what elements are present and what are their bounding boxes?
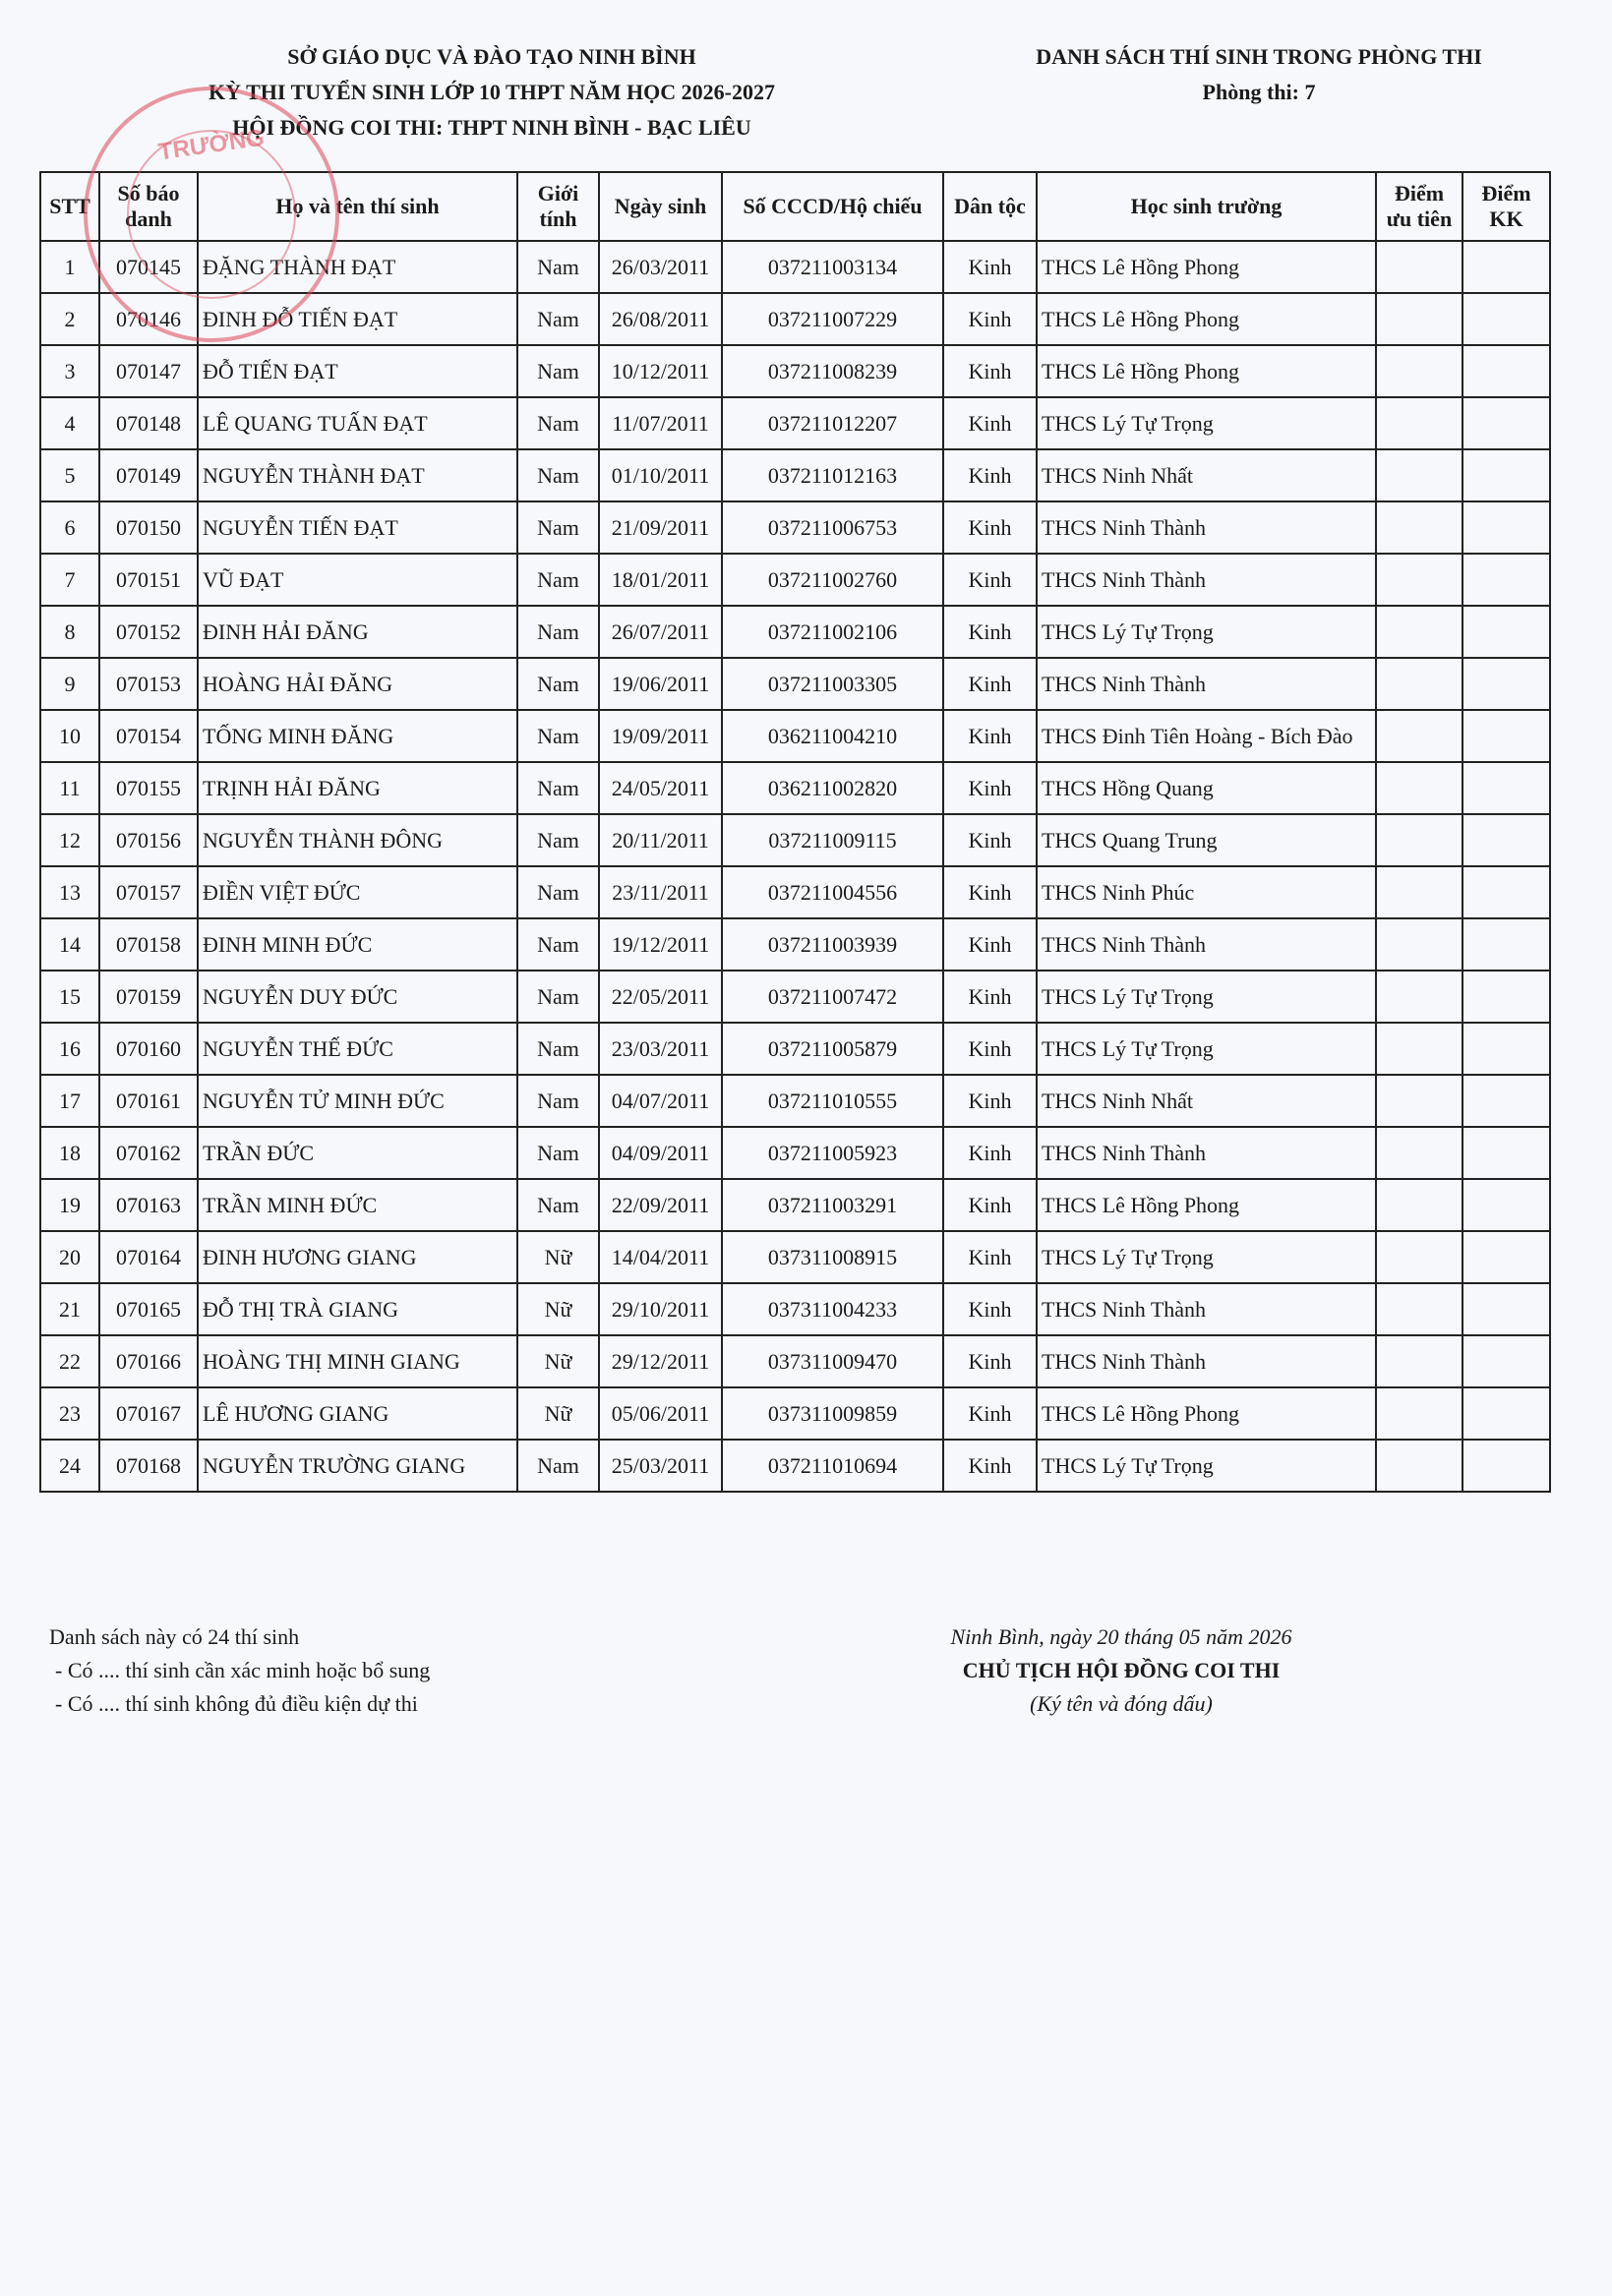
cell-dob: 19/12/2011	[599, 918, 722, 971]
cell-priority	[1376, 1179, 1463, 1231]
col-header-id: Số CCCD/Hộ chiếu	[722, 172, 943, 241]
cell-id: 036211004210	[722, 710, 943, 762]
table-row	[40, 1231, 1550, 1283]
table-row	[40, 1179, 1550, 1231]
cell-priority	[1376, 397, 1463, 449]
cell-priority	[1376, 762, 1463, 814]
table-row	[40, 814, 1550, 866]
cell-stt: 3	[40, 345, 99, 397]
cell-ethnic: Kinh	[943, 1440, 1037, 1492]
cell-stt: 11	[40, 762, 99, 814]
cell-stt: 2	[40, 293, 99, 345]
cell-id: 037211005923	[722, 1127, 943, 1179]
cell-dob: 26/08/2011	[599, 293, 722, 345]
cell-id: 037311004233	[722, 1283, 943, 1335]
cell-gender: Nam	[517, 866, 599, 918]
cell-name: NGUYỄN TRƯỜNG GIANG	[198, 1440, 517, 1492]
cell-kk	[1463, 397, 1550, 449]
cell-id: 037211007472	[722, 971, 943, 1023]
cell-stt: 15	[40, 971, 99, 1023]
cell-stt: 16	[40, 1023, 99, 1075]
table-row	[40, 501, 1550, 554]
cell-priority	[1376, 606, 1463, 658]
table-row	[40, 1127, 1550, 1179]
cell-stt: 10	[40, 710, 99, 762]
cell-school: THCS Lê Hồng Phong	[1037, 241, 1376, 293]
cell-kk	[1463, 762, 1550, 814]
cell-sbd: 070153	[99, 658, 198, 710]
table-header-row	[40, 172, 1550, 241]
cell-name: LÊ QUANG TUẤN ĐẠT	[198, 397, 517, 449]
col-header-stt: STT	[40, 172, 99, 241]
table-row	[40, 866, 1550, 918]
cell-kk	[1463, 866, 1550, 918]
cell-gender: Nam	[517, 1023, 599, 1075]
cell-kk	[1463, 658, 1550, 710]
cell-stt: 5	[40, 449, 99, 501]
cell-sbd: 070151	[99, 554, 198, 606]
place-date: Ninh Bình, ngày 20 tháng 05 năm 2026	[950, 1624, 1292, 1649]
cell-sbd: 070165	[99, 1283, 198, 1335]
exam-title: KỲ THI TUYỂN SINH LỚP 10 THPT NĂM HỌC 2026-2027	[209, 80, 775, 104]
cell-kk	[1463, 606, 1550, 658]
cell-id: 037211007229	[722, 293, 943, 345]
table-row	[40, 345, 1550, 397]
cell-sbd: 070145	[99, 241, 198, 293]
cell-name: NGUYỄN TỬ MINH ĐỨC	[198, 1075, 517, 1127]
cell-school: THCS Quang Trung	[1037, 814, 1376, 866]
cell-name: NGUYỄN THÀNH ĐẠT	[198, 449, 517, 501]
cell-gender: Nam	[517, 710, 599, 762]
cell-dob: 20/11/2011	[599, 814, 722, 866]
col-header-gender: Giới tính	[517, 172, 599, 241]
cell-sbd: 070150	[99, 501, 198, 554]
cell-priority	[1376, 554, 1463, 606]
cell-dob: 19/06/2011	[599, 658, 722, 710]
cell-stt: 19	[40, 1179, 99, 1231]
cell-stt: 14	[40, 918, 99, 971]
cell-sbd: 070167	[99, 1387, 198, 1440]
cell-sbd: 070156	[99, 814, 198, 866]
cell-ethnic: Kinh	[943, 606, 1037, 658]
cell-id: 037211010555	[722, 1075, 943, 1127]
cell-ethnic: Kinh	[943, 918, 1037, 971]
cell-ethnic: Kinh	[943, 710, 1037, 762]
cell-id: 037211002760	[722, 554, 943, 606]
cell-dob: 04/07/2011	[599, 1075, 722, 1127]
cell-priority	[1376, 1075, 1463, 1127]
cell-name: ĐINH HẢI ĐĂNG	[198, 606, 517, 658]
cell-gender: Nam	[517, 501, 599, 554]
cell-dob: 26/07/2011	[599, 606, 722, 658]
cell-stt: 21	[40, 1283, 99, 1335]
cell-stt: 4	[40, 397, 99, 449]
cell-gender: Nữ	[517, 1335, 599, 1387]
cell-stt: 24	[40, 1440, 99, 1492]
cell-priority	[1376, 1387, 1463, 1440]
cell-name: ĐIỀN VIỆT ĐỨC	[198, 866, 517, 918]
cell-stt: 8	[40, 606, 99, 658]
table-row	[40, 397, 1550, 449]
table-row	[40, 1283, 1550, 1335]
cell-dob: 11/07/2011	[599, 397, 722, 449]
cell-stt: 20	[40, 1231, 99, 1283]
cell-gender: Nam	[517, 1127, 599, 1179]
cell-gender: Nam	[517, 293, 599, 345]
table-row	[40, 241, 1550, 293]
cell-school: THCS Ninh Thành	[1037, 1283, 1376, 1335]
cell-kk	[1463, 971, 1550, 1023]
document-header-left	[148, 39, 836, 146]
cell-sbd: 070168	[99, 1440, 198, 1492]
col-header-ethnic: Dân tộc	[943, 172, 1037, 241]
cell-kk	[1463, 1440, 1550, 1492]
cell-priority	[1376, 658, 1463, 710]
table-row	[40, 554, 1550, 606]
candidate-count: Danh sách này có 24 thí sinh	[49, 1624, 300, 1649]
cell-priority	[1376, 293, 1463, 345]
cell-name: HOÀNG THỊ MINH GIANG	[198, 1335, 517, 1387]
cell-ethnic: Kinh	[943, 554, 1037, 606]
cell-stt: 22	[40, 1335, 99, 1387]
signature-block	[875, 1620, 1367, 1721]
cell-school: THCS Ninh Thành	[1037, 918, 1376, 971]
cell-dob: 21/09/2011	[599, 501, 722, 554]
cell-name: ĐINH HƯƠNG GIANG	[198, 1231, 517, 1283]
cell-dob: 05/06/2011	[599, 1387, 722, 1440]
cell-name: ĐINH ĐỖ TIẾN ĐẠT	[198, 293, 517, 345]
table-row	[40, 658, 1550, 710]
cell-kk	[1463, 918, 1550, 971]
cell-ethnic: Kinh	[943, 814, 1037, 866]
exam-room: Phòng thi: 7	[1202, 80, 1316, 104]
cell-sbd: 070154	[99, 710, 198, 762]
cell-priority	[1376, 710, 1463, 762]
cell-ethnic: Kinh	[943, 1283, 1037, 1335]
cell-sbd: 070147	[99, 345, 198, 397]
col-header-kk: Điểm KK	[1463, 172, 1550, 241]
cell-sbd: 070149	[99, 449, 198, 501]
cell-dob: 01/10/2011	[599, 449, 722, 501]
cell-stt: 9	[40, 658, 99, 710]
cell-gender: Nam	[517, 241, 599, 293]
col-header-name: Họ và tên thí sinh	[198, 172, 517, 241]
cell-kk	[1463, 1075, 1550, 1127]
cell-sbd: 070159	[99, 971, 198, 1023]
cell-priority	[1376, 1127, 1463, 1179]
cell-school: THCS Ninh Phúc	[1037, 866, 1376, 918]
cell-school: THCS Ninh Thành	[1037, 501, 1376, 554]
cell-kk	[1463, 449, 1550, 501]
cell-priority	[1376, 814, 1463, 866]
cell-gender: Nam	[517, 1075, 599, 1127]
cell-gender: Nam	[517, 762, 599, 814]
footer-summary	[49, 1620, 430, 1721]
cell-school: THCS Ninh Nhất	[1037, 449, 1376, 501]
cell-priority	[1376, 1335, 1463, 1387]
table-row	[40, 971, 1550, 1023]
note-ineligible: - Có .... thí sinh không đủ điều kiện dự thi	[55, 1691, 418, 1716]
cell-dob: 23/03/2011	[599, 1023, 722, 1075]
cell-id: 037211002106	[722, 606, 943, 658]
cell-priority	[1376, 1440, 1463, 1492]
col-header-priority: Điểm ưu tiên	[1376, 172, 1463, 241]
cell-ethnic: Kinh	[943, 971, 1037, 1023]
cell-school: THCS Ninh Thành	[1037, 1127, 1376, 1179]
note-verify: - Có .... thí sinh cần xác minh hoặc bổ sung	[55, 1658, 431, 1682]
cell-name: TRẦN ĐỨC	[198, 1127, 517, 1179]
table-row	[40, 449, 1550, 501]
cell-kk	[1463, 1127, 1550, 1179]
table-row	[40, 293, 1550, 345]
cell-name: ĐỖ TIẾN ĐẠT	[198, 345, 517, 397]
cell-priority	[1376, 1283, 1463, 1335]
cell-gender: Nam	[517, 1440, 599, 1492]
table-row	[40, 1075, 1550, 1127]
cell-name: TRẦN MINH ĐỨC	[198, 1179, 517, 1231]
cell-school: THCS Lê Hồng Phong	[1037, 293, 1376, 345]
cell-ethnic: Kinh	[943, 1075, 1037, 1127]
cell-dob: 22/09/2011	[599, 1179, 722, 1231]
cell-kk	[1463, 554, 1550, 606]
cell-sbd: 070146	[99, 293, 198, 345]
cell-ethnic: Kinh	[943, 1127, 1037, 1179]
cell-gender: Nữ	[517, 1387, 599, 1440]
cell-school: THCS Lý Tự Trọng	[1037, 1440, 1376, 1492]
cell-name: LÊ HƯƠNG GIANG	[198, 1387, 517, 1440]
cell-sbd: 070166	[99, 1335, 198, 1387]
cell-kk	[1463, 345, 1550, 397]
cell-school: THCS Lý Tự Trọng	[1037, 606, 1376, 658]
cell-name: ĐINH MINH ĐỨC	[198, 918, 517, 971]
cell-school: THCS Ninh Thành	[1037, 1335, 1376, 1387]
cell-gender: Nam	[517, 554, 599, 606]
cell-id: 037211008239	[722, 345, 943, 397]
cell-dob: 19/09/2011	[599, 710, 722, 762]
cell-ethnic: Kinh	[943, 449, 1037, 501]
cell-dob: 10/12/2011	[599, 345, 722, 397]
seal-text: TRƯỜNG	[156, 124, 267, 166]
table-row	[40, 918, 1550, 971]
cell-id: 037211003291	[722, 1179, 943, 1231]
cell-dob: 04/09/2011	[599, 1127, 722, 1179]
cell-gender: Nam	[517, 345, 599, 397]
cell-sbd: 070157	[99, 866, 198, 918]
cell-id: 037211006753	[722, 501, 943, 554]
col-header-dob: Ngày sinh	[599, 172, 722, 241]
cell-name: NGUYỄN DUY ĐỨC	[198, 971, 517, 1023]
cell-ethnic: Kinh	[943, 1231, 1037, 1283]
cell-id: 037211004556	[722, 866, 943, 918]
cell-kk	[1463, 1023, 1550, 1075]
cell-ethnic: Kinh	[943, 293, 1037, 345]
cell-stt: 1	[40, 241, 99, 293]
cell-dob: 22/05/2011	[599, 971, 722, 1023]
cell-school: THCS Lê Hồng Phong	[1037, 1179, 1376, 1231]
cell-ethnic: Kinh	[943, 241, 1037, 293]
cell-priority	[1376, 971, 1463, 1023]
cell-ethnic: Kinh	[943, 762, 1037, 814]
signer-title: CHỦ TỊCH HỘI ĐỒNG COI THI	[962, 1658, 1281, 1682]
cell-kk	[1463, 1387, 1550, 1440]
cell-name: TỐNG MINH ĐĂNG	[198, 710, 517, 762]
cell-id: 037211003939	[722, 918, 943, 971]
cell-priority	[1376, 1231, 1463, 1283]
cell-sbd: 070148	[99, 397, 198, 449]
cell-kk	[1463, 1179, 1550, 1231]
cell-sbd: 070161	[99, 1075, 198, 1127]
cell-dob: 24/05/2011	[599, 762, 722, 814]
cell-name: NGUYỄN THẾ ĐỨC	[198, 1023, 517, 1075]
cell-sbd: 070152	[99, 606, 198, 658]
cell-ethnic: Kinh	[943, 1387, 1037, 1440]
table-body	[40, 241, 1550, 1492]
cell-school: THCS Lý Tự Trọng	[1037, 1023, 1376, 1075]
cell-dob: 23/11/2011	[599, 866, 722, 918]
cell-id: 037211005879	[722, 1023, 943, 1075]
cell-ethnic: Kinh	[943, 1335, 1037, 1387]
cell-gender: Nam	[517, 658, 599, 710]
cell-priority	[1376, 241, 1463, 293]
col-header-sbd: Số báo danh	[99, 172, 198, 241]
cell-stt: 17	[40, 1075, 99, 1127]
cell-id: 036211002820	[722, 762, 943, 814]
cell-id: 037211003305	[722, 658, 943, 710]
department-name: SỞ GIÁO DỤC VÀ ĐÀO TẠO NINH BÌNH	[287, 44, 696, 69]
cell-stt: 18	[40, 1127, 99, 1179]
cell-gender: Nữ	[517, 1231, 599, 1283]
cell-id: 037311008915	[722, 1231, 943, 1283]
cell-sbd: 070155	[99, 762, 198, 814]
table-row	[40, 762, 1550, 814]
cell-school: THCS Lê Hồng Phong	[1037, 1387, 1376, 1440]
cell-kk	[1463, 1231, 1550, 1283]
cell-stt: 23	[40, 1387, 99, 1440]
cell-gender: Nữ	[517, 1283, 599, 1335]
table-row	[40, 606, 1550, 658]
cell-name: VŨ ĐẠT	[198, 554, 517, 606]
cell-sbd: 070158	[99, 918, 198, 971]
cell-gender: Nam	[517, 1179, 599, 1231]
cell-ethnic: Kinh	[943, 658, 1037, 710]
cell-priority	[1376, 866, 1463, 918]
cell-ethnic: Kinh	[943, 866, 1037, 918]
cell-kk	[1463, 814, 1550, 866]
cell-id: 037311009859	[722, 1387, 943, 1440]
table-row	[40, 710, 1550, 762]
cell-kk	[1463, 1283, 1550, 1335]
cell-kk	[1463, 501, 1550, 554]
cell-gender: Nam	[517, 971, 599, 1023]
col-header-school: Học sinh trường	[1037, 172, 1376, 241]
cell-name: ĐỖ THỊ TRÀ GIANG	[198, 1283, 517, 1335]
cell-kk	[1463, 1335, 1550, 1387]
cell-school: THCS Ninh Nhất	[1037, 1075, 1376, 1127]
cell-school: THCS Lý Tự Trọng	[1037, 1231, 1376, 1283]
cell-school: THCS Hồng Quang	[1037, 762, 1376, 814]
table-row	[40, 1023, 1550, 1075]
cell-priority	[1376, 449, 1463, 501]
cell-ethnic: Kinh	[943, 1023, 1037, 1075]
cell-priority	[1376, 345, 1463, 397]
table-row	[40, 1335, 1550, 1387]
cell-ethnic: Kinh	[943, 397, 1037, 449]
cell-sbd: 070164	[99, 1231, 198, 1283]
cell-sbd: 070162	[99, 1127, 198, 1179]
cell-sbd: 070163	[99, 1179, 198, 1231]
cell-ethnic: Kinh	[943, 345, 1037, 397]
cell-kk	[1463, 710, 1550, 762]
cell-school: THCS Đinh Tiên Hoàng - Bích Đào	[1037, 710, 1376, 762]
cell-school: THCS Lý Tự Trọng	[1037, 971, 1376, 1023]
cell-school: THCS Ninh Thành	[1037, 658, 1376, 710]
cell-gender: Nam	[517, 397, 599, 449]
cell-ethnic: Kinh	[943, 1179, 1037, 1231]
table-row	[40, 1387, 1550, 1440]
cell-stt: 12	[40, 814, 99, 866]
cell-id: 037211010694	[722, 1440, 943, 1492]
cell-id: 037211012163	[722, 449, 943, 501]
cell-dob: 26/03/2011	[599, 241, 722, 293]
cell-name: NGUYỄN TIẾN ĐẠT	[198, 501, 517, 554]
cell-name: HOÀNG HẢI ĐĂNG	[198, 658, 517, 710]
cell-priority	[1376, 1023, 1463, 1075]
cell-id: 037211003134	[722, 241, 943, 293]
cell-school: THCS Lý Tự Trọng	[1037, 397, 1376, 449]
cell-stt: 13	[40, 866, 99, 918]
cell-gender: Nam	[517, 814, 599, 866]
cell-gender: Nam	[517, 606, 599, 658]
cell-kk	[1463, 241, 1550, 293]
sign-note: (Ký tên và đóng dấu)	[1030, 1691, 1213, 1716]
cell-id: 037211009115	[722, 814, 943, 866]
table-row	[40, 1440, 1550, 1492]
cell-gender: Nam	[517, 918, 599, 971]
candidate-table	[39, 171, 1551, 1493]
cell-dob: 25/03/2011	[599, 1440, 722, 1492]
cell-stt: 7	[40, 554, 99, 606]
cell-dob: 29/12/2011	[599, 1335, 722, 1387]
cell-dob: 14/04/2011	[599, 1231, 722, 1283]
cell-gender: Nam	[517, 449, 599, 501]
cell-name: NGUYỄN THÀNH ĐÔNG	[198, 814, 517, 866]
cell-id: 037311009470	[722, 1335, 943, 1387]
cell-priority	[1376, 501, 1463, 554]
cell-priority	[1376, 918, 1463, 971]
cell-ethnic: Kinh	[943, 501, 1037, 554]
cell-name: ĐẶNG THÀNH ĐẠT	[198, 241, 517, 293]
cell-dob: 29/10/2011	[599, 1283, 722, 1335]
cell-school: THCS Ninh Thành	[1037, 554, 1376, 606]
cell-school: THCS Lê Hồng Phong	[1037, 345, 1376, 397]
cell-name: TRỊNH HẢI ĐĂNG	[198, 762, 517, 814]
cell-sbd: 070160	[99, 1023, 198, 1075]
cell-id: 037211012207	[722, 397, 943, 449]
cell-kk	[1463, 293, 1550, 345]
list-title: DANH SÁCH THÍ SINH TRONG PHÒNG THI	[1036, 44, 1482, 69]
council-name: HỘI ĐỒNG COI THI: THPT NINH BÌNH - BẠC LIÊU	[232, 115, 751, 140]
cell-stt: 6	[40, 501, 99, 554]
document-header-right	[984, 39, 1534, 110]
cell-dob: 18/01/2011	[599, 554, 722, 606]
